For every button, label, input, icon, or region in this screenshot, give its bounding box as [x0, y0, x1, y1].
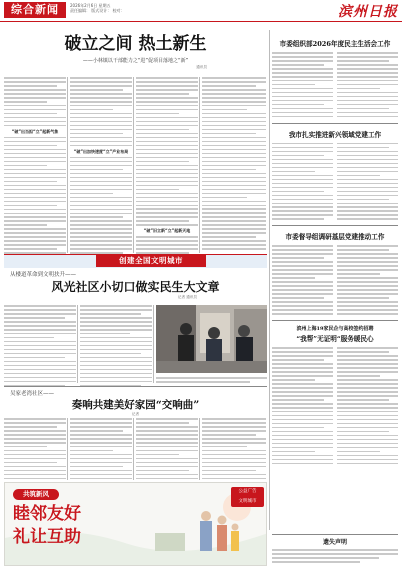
public-service-ad	[4, 482, 267, 566]
right-column	[272, 30, 398, 467]
story3-header	[4, 389, 267, 417]
right-headline-2: 我市扎实推进新兴领域党建工作	[288, 130, 382, 139]
lead-column-3	[136, 77, 198, 256]
ad-tag: 共筑新风	[13, 489, 59, 500]
ad-corner-label: 公益广告	[238, 489, 257, 494]
story2-photo-caption	[156, 377, 267, 385]
right-headline-4: 滨州上海19家民企与高校签约招聘	[296, 326, 374, 333]
story2-column-1	[4, 305, 76, 389]
lead-column-2	[70, 77, 132, 256]
right-headline-5: “我帮”无证明“服务暖民心	[296, 335, 374, 344]
masthead-meta	[70, 3, 260, 13]
lead-subhead-2: “破”出加快速度“立”产业布局	[73, 148, 129, 154]
ad-slogan-line-2: 礼让互助	[13, 527, 81, 547]
story3-byline: 记者	[131, 412, 140, 416]
notice-title: 遗失声明	[322, 539, 347, 546]
story3-title: 奏响共建美好家园“交响曲”	[71, 399, 200, 411]
story3-column-2	[70, 418, 132, 482]
masthead-date: 2026年2月6日 星期五	[70, 3, 111, 8]
story2-column-2	[80, 305, 152, 389]
section-tag: 综合新闻	[4, 2, 66, 18]
lead-subtitle: ——小林镇以干部能力之“进”促项目落地之“新”	[82, 58, 189, 64]
banner-label: 创建全国文明城市	[96, 255, 206, 267]
newspaper-logo: 滨州日报	[338, 4, 398, 20]
lead-title: 破立之间 热土新生	[64, 34, 207, 54]
notice-box	[272, 534, 398, 566]
masthead-editors: 责任编辑： 版式设计： 校对：	[70, 8, 125, 13]
ad-corner-label-2: 文明城市	[238, 499, 257, 504]
story3-column-1	[4, 418, 66, 482]
story3-kicker: 吴家老湾社区——	[10, 391, 55, 397]
story3-column-3	[136, 418, 198, 482]
right-headline-1: 市委组织部2026年度民主生活会工作	[279, 40, 391, 48]
story2-title: 风光社区小切口做实民生大文章	[51, 280, 220, 294]
ad-corner-badge	[231, 487, 264, 507]
lead-subhead-1: “破”出当担“立”起新气象	[11, 128, 59, 134]
right-headline-3: 市委督导组调研基层党建推动工作	[285, 233, 385, 242]
story2-header	[4, 270, 267, 300]
lead-column-1	[4, 77, 66, 260]
story3-column-4	[202, 418, 266, 482]
lead-column-4	[202, 77, 266, 252]
story2-byline: 记者 通讯员	[177, 295, 197, 299]
lead-story-header	[4, 33, 267, 73]
lead-subhead-3: “破”旧立新“立”起新天地	[143, 228, 191, 234]
ad-slogan-line-1: 睦邻友好	[13, 504, 81, 524]
story2-kicker: 从楼道革命到文明扶升——	[10, 272, 77, 278]
lead-byline: 通讯员	[196, 65, 207, 69]
story2-photo	[156, 305, 267, 373]
